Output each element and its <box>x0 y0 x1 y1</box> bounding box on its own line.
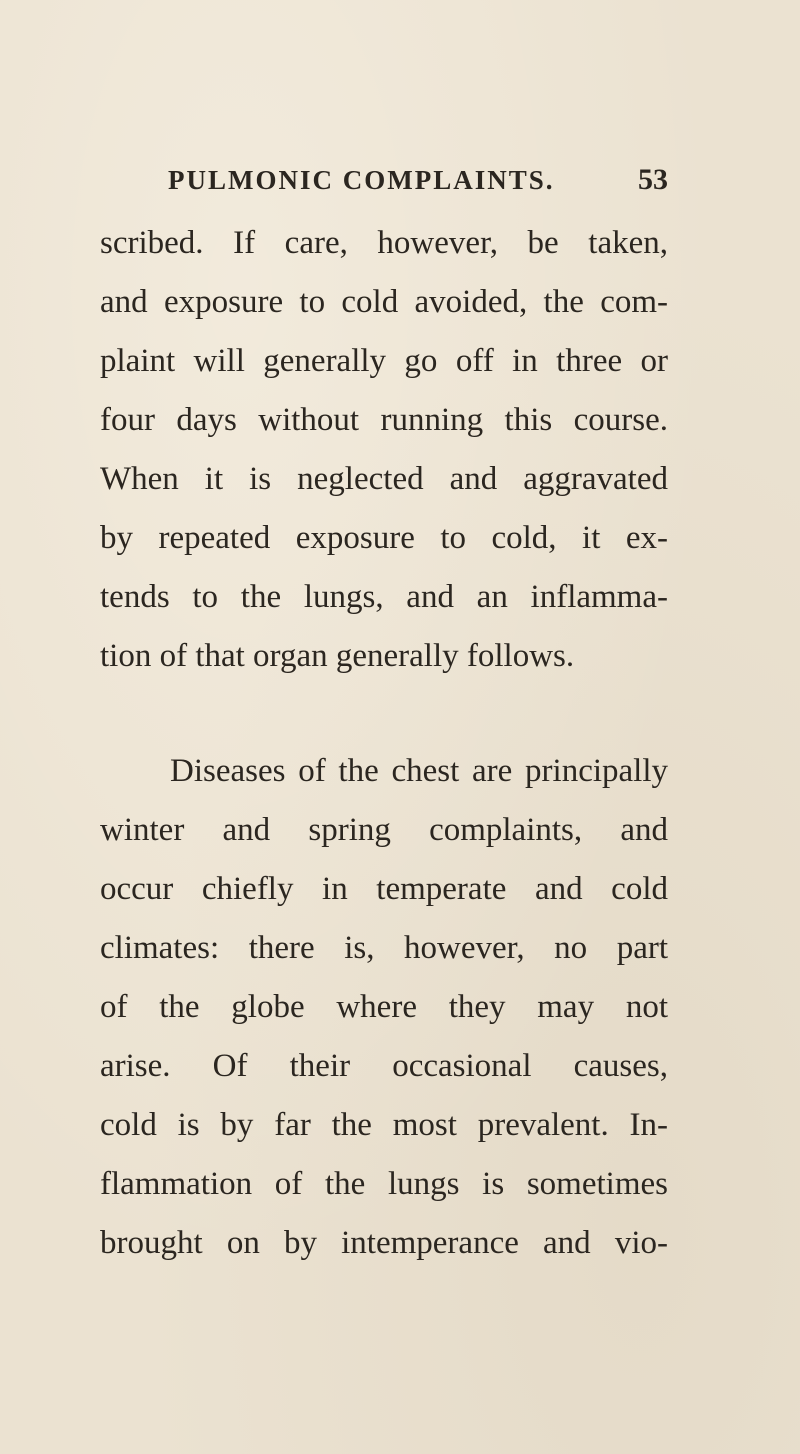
text-line: tends to the lungs, and an inflamma- <box>100 579 668 615</box>
text-line: winter and spring complaints, and <box>100 812 668 848</box>
paragraph-1 <box>100 214 668 686</box>
text-line: tion of that organ generally follows. <box>100 638 575 674</box>
text-line: When it is neglected and aggravated <box>100 461 668 497</box>
text-line: cold is by far the most prevalent. In- <box>100 1107 668 1143</box>
text-line: Diseases of the chest are principally <box>170 753 668 789</box>
text-line: by repeated exposure to cold, it ex- <box>100 520 668 556</box>
text-line: brought on by intemperance and vio- <box>100 1225 668 1261</box>
text-line: arise. Of their occasional causes, <box>100 1048 668 1084</box>
text-line: plaint will generally go off in three or <box>100 343 668 379</box>
text-line: of the globe where they may not <box>100 989 668 1025</box>
text-line: occur chiefly in temperate and cold <box>100 871 668 907</box>
paragraph-2 <box>100 742 668 1273</box>
text-line: scribed. If care, however, be taken, <box>100 225 668 261</box>
running-head <box>168 162 668 198</box>
page-number: 53 <box>638 163 668 196</box>
text-line: and exposure to cold avoided, the com- <box>100 284 668 320</box>
text-line: climates: there is, however, no part <box>100 930 668 966</box>
running-title: PULMONIC COMPLAINTS. <box>168 164 555 195</box>
text-line: flammation of the lungs is sometimes <box>100 1166 668 1202</box>
text-line: four days without running this course. <box>100 402 668 438</box>
